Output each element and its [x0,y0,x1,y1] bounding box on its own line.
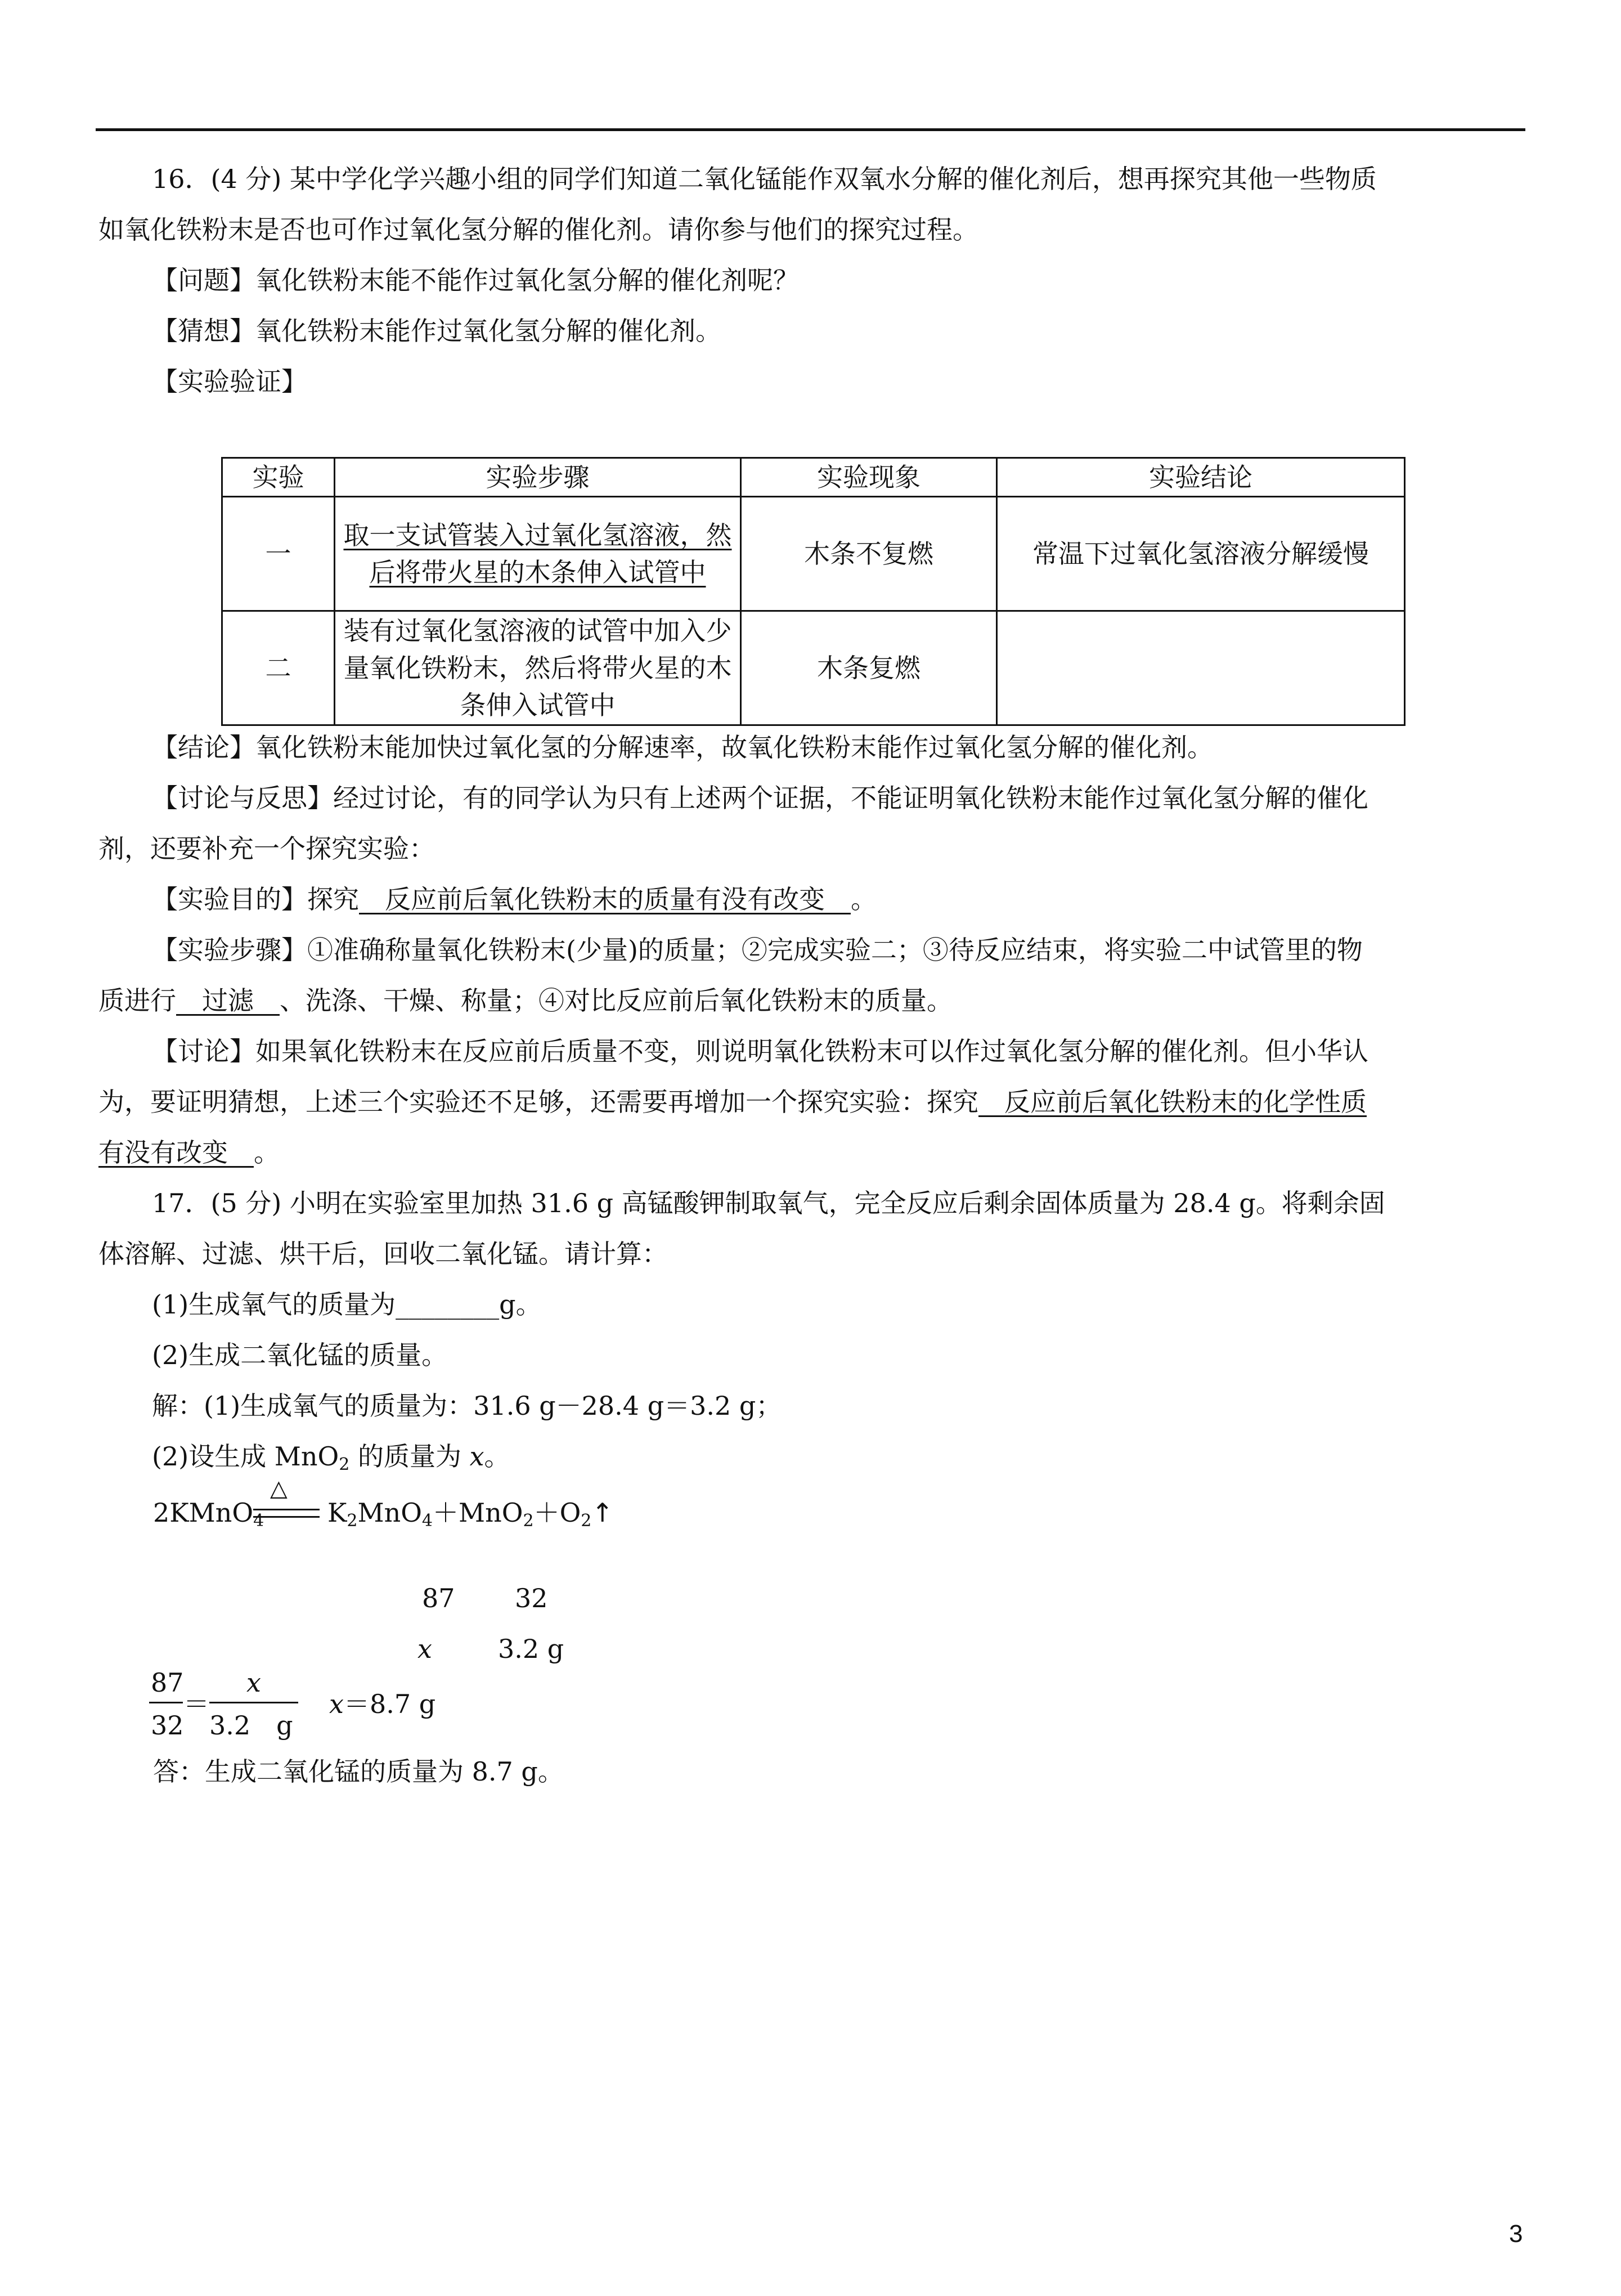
proportion-equals: ＝ [183,1689,209,1719]
answer-steps-one: 取一支试管装入过氧化氢溶液，然后将带火星的木条伸入试管中 [343,520,732,588]
talk-answer-part2: 有没有改变 [98,1137,228,1168]
product-part: ＋MnO [433,1497,523,1528]
q16-talk-line1: 【讨论】如果氧化铁粉末在反应前后质量不变，则说明氧化铁粉末可以作过氧化氢分解的催化剂。但小华认 [152,1036,1368,1066]
cell-phenomenon: 木条不复燃 [741,497,997,611]
talk-answer-part1: 反应前后氧化铁粉末的化学性质 [1004,1087,1367,1117]
q17-sub2: (2)生成二氧化锰的质量。 [152,1340,448,1370]
sol2-prefix: (2)设生成 MnO [152,1441,339,1472]
q16-verify-heading: 【实验验证】 [152,366,307,397]
molar-mass-o2: 32 [515,1583,548,1613]
steps-prefix: 质进行 [98,985,176,1016]
header-phenomenon: 实验现象 [741,458,997,497]
cell-experiment-no: 二 [222,611,335,725]
heat-condition-symbol: △ [270,1476,288,1501]
product-part: MnO [357,1497,422,1528]
q17-answer: 答：生成二氧化锰的质量为 8.7 g。 [153,1756,564,1787]
steps-suffix: 、洗涤、干燥、称量；④对比反应前后氧化铁粉末的质量。 [280,985,953,1016]
equation-products [327,1496,613,1538]
talk-prefix: 为，要证明猜想，上述三个实验还不足够，还需要再增加一个探究实验：探究 [98,1087,978,1117]
cell-steps: 装有过氧化氢溶液的试管中加入少量氧化铁粉末，然后将带火星的木条伸入试管中 [335,611,741,725]
q16-steps-line2 [98,984,953,1017]
period: 。 [851,884,877,914]
cell-phenomenon: 木条复燃 [741,611,997,725]
header-steps: 实验步骤 [335,458,741,497]
subscript: 2 [347,1511,358,1531]
purpose-label: 【实验目的】探究 [152,884,359,914]
q17-solution-line2 [152,1440,510,1482]
header-rule [96,128,1525,131]
result-value: ＝8.7 g [343,1689,436,1719]
q16-intro-line1: 16．(4 分) 某中学化学兴趣小组的同学们知道二氧化锰能作双氧水分解的催化剂后，想再探究其他一些物质 [152,164,1377,194]
q16-discuss-line1: 【讨论与反思】经过讨论，有的同学认为只有上述两个证据，不能证明氧化铁粉末能作过氧化氢分解的催化 [152,783,1368,813]
period: 。 [254,1137,280,1168]
q16-conclusion: 【结论】氧化铁粉末能加快过氧化氢的分解速率，故氧化铁粉末能作过氧化氢分解的催化剂。 [152,732,1213,763]
q16-talk-line3 [98,1136,280,1169]
header-experiment: 实验 [222,458,335,497]
q16-steps-line1: 【实验步骤】①准确称量氧化铁粉末(少量)的质量；②完成实验二；③待反应结束，将实验二中试管里的物 [152,935,1363,965]
q17-sub1: (1)生成氧气的质量为________g。 [152,1289,542,1320]
steps-answer: 过滤 [202,985,254,1016]
subscript: 2 [523,1511,534,1531]
experiment-table [221,457,1406,726]
subscript: 2 [581,1511,592,1531]
product-part: K [327,1497,347,1528]
q16-talk-line2 [98,1085,1367,1119]
sol2-end: 。 [484,1441,510,1472]
subscript: 2 [339,1455,350,1474]
variable-x: x [329,1689,344,1719]
q16-guess: 【猜想】氧化铁粉末能作过氧化氢分解的催化剂。 [152,316,721,346]
subscript: 4 [421,1511,433,1531]
table-header-row [222,458,1405,497]
table-row [222,611,1405,725]
fraction-numerator-1: 87 [151,1667,184,1698]
fraction-denominator-2: 3.2 g [209,1710,293,1741]
fraction-line-2 [209,1702,298,1703]
cell-conclusion [997,611,1405,725]
molar-mass-mno2: 87 [422,1583,455,1613]
unknown-x: x [417,1634,432,1664]
sol2-mid: 的质量为 [349,1441,470,1472]
q17-intro-line1: 17．(5 分) 小明在实验室里加热 31.6 g 高锰酸钾制取氧气，完全反应后剩余固体质量为 28.4 g。将剩余固 [152,1188,1385,1218]
gas-arrow: ↑ [591,1497,613,1528]
result-line [329,1687,435,1721]
header-conclusion: 实验结论 [997,458,1405,497]
q16-purpose-line [152,882,877,916]
fraction-numerator-2: x [246,1667,261,1698]
q16-discuss-line2: 剂，还要补充一个探究实验： [98,833,435,864]
product-part: ＋O [533,1497,581,1528]
page-number: 3 [1509,2220,1523,2248]
table-row [222,497,1405,611]
subscript: 4 [253,1511,264,1531]
cell-experiment-no: 一 [222,497,335,611]
oxygen-mass: 3.2 g [498,1634,564,1664]
cell-conclusion: 常温下过氧化氢溶液分解缓慢 [997,497,1405,611]
q17-solution-line1: 解：(1)生成氧气的质量为：31.6 g－28.4 g＝3.2 g； [152,1391,782,1421]
equation-reactant [153,1496,264,1538]
q16-intro-line2: 如氧化铁粉末是否也可作过氧化氢分解的催化剂。请你参与他们的探究过程。 [98,214,978,245]
variable-x: x [469,1441,484,1472]
fraction-denominator-1: 32 [151,1710,184,1741]
cell-steps [335,497,741,611]
fraction-line-1 [149,1702,183,1703]
reactant: 2KMnO [153,1497,254,1528]
q17-intro-line2: 体溶解、过滤、烘干后，回收二氧化锰。请计算： [98,1239,668,1269]
q16-question: 【问题】氧化铁粉末能不能作过氧化氢分解的催化剂呢？ [152,265,799,295]
purpose-answer: 反应前后氧化铁粉末的质量有没有改变 [385,884,825,914]
